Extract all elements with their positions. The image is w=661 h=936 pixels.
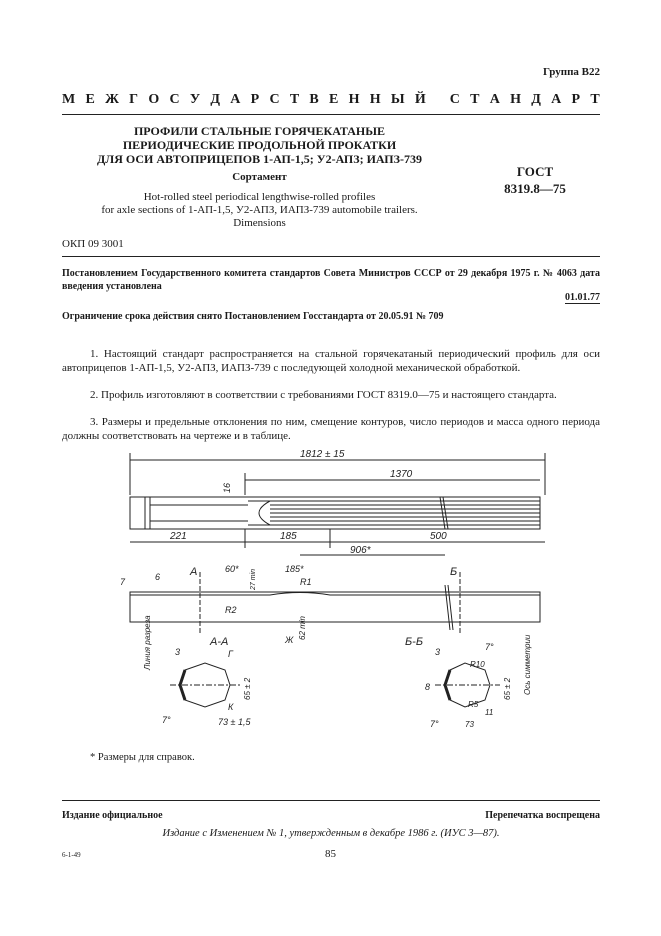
banner-letter: У (189, 92, 201, 107)
footer-right: Перепечатка воспрещена (485, 810, 600, 821)
dim-906: 906* (350, 545, 371, 556)
bar-side-view (130, 592, 540, 622)
dim-r2: R2 (225, 605, 237, 615)
limit-text: Ограничение срока действия снято Постановлением Госстандарта от 20.05.91 № 709 (62, 311, 444, 322)
standard-banner (62, 92, 600, 108)
banner-letter: С (169, 92, 180, 107)
english-line-1: Hot-rolled steel periodical lengthwise-rolled profiles (143, 191, 376, 203)
dim-r1: R1 (300, 577, 312, 587)
dim-7deg-a: 7° (162, 715, 171, 725)
dim-g: Г (228, 649, 233, 659)
banner-letter: О (148, 92, 160, 107)
title-line-3: ДЛЯ ОСИ АВТОПРИЦЕПОВ 1-АП-1,5; У2-АПЗ; ИАПЗ-739 (97, 152, 422, 166)
paragraph-3: 3. Размеры и предельные отклонения по ним, смещение контуров, число периодов и масса одного периода должны соответствовать на чертеже и в таблице. (62, 416, 600, 442)
banner-letter: Р (571, 92, 581, 107)
dim-185s: 185* (285, 564, 304, 574)
dim-16: 16 (222, 482, 232, 493)
banner-letter: А (230, 92, 241, 107)
section-bb: Б-Б (405, 636, 423, 648)
dim-r5: R5 (468, 700, 479, 709)
label-A: А (190, 566, 198, 578)
banner-letter: Й (414, 92, 426, 107)
header-rule (62, 114, 600, 115)
dim-62: 62 min (298, 615, 307, 640)
banner-letter: Г (129, 92, 139, 107)
dim-3a: 3 (175, 647, 181, 657)
okp-rule (62, 256, 600, 257)
dim-221: 221 (170, 531, 187, 542)
banner-letter: Р (250, 92, 260, 107)
effective-date: 01.01.77 (565, 292, 600, 303)
dim-zh: Ж (285, 635, 294, 645)
label-B: Б (450, 566, 458, 578)
dim-7: 7 (120, 577, 126, 587)
footer-left: Издание официальное (62, 810, 163, 821)
gost-label: ГОСТ (516, 164, 554, 179)
banner-letter: В (309, 92, 319, 107)
dim-7deg-b: 7° (485, 642, 494, 652)
banner-letter: М (62, 92, 76, 107)
decree-text: Постановлением Государственного комитета стандартов Совета Министров СССР от 29 декабря 1975 г. № 4063 дата введения установлена (62, 268, 600, 292)
banner-gap (436, 92, 440, 108)
dim-73b: 73 (465, 720, 474, 729)
dim-500: 500 (430, 531, 447, 542)
banner-letter: Ы (390, 92, 405, 107)
edition-note: Издание с Изменением № 1, утвержденным в декабре 1986 г. (ИУС 3—87). (162, 828, 500, 839)
banner-letter: Т (289, 92, 300, 107)
dim-73a: 73 ± 1,5 (218, 717, 251, 727)
dim-65b: 65 ± 2 (503, 677, 512, 700)
footer-rule (62, 800, 600, 801)
cut-line-label: Линия разреза (143, 615, 152, 670)
paragraph-2: 2. Профиль изготовляют в соответствии с требованиями ГОСТ 8319.0—75 и настоящего стандарта. (90, 389, 557, 401)
banner-letter: А (551, 92, 562, 107)
page-number: 85 (325, 848, 336, 860)
title-line-2: ПЕРИОДИЧЕСКИЕ ПРОДОЛЬНОЙ ПРОКАТКИ (122, 138, 397, 152)
banner-letter: Т (470, 92, 480, 107)
title-line-1: ПРОФИЛИ СТАЛЬНЫЕ ГОРЯЧЕКАТАНЫЕ (133, 124, 386, 138)
section-aa: А-А (210, 636, 229, 648)
banner-letter: С (449, 92, 460, 107)
print-code: 6-1-49 (62, 851, 81, 859)
dim-k: К (228, 702, 234, 712)
english-line-3: Dimensions (233, 217, 286, 229)
dim-11: 11 (485, 708, 494, 717)
banner-letter: С (269, 92, 280, 107)
dim-1370: 1370 (390, 469, 413, 480)
banner-letter: Н (369, 92, 381, 107)
banner-letter: Е (85, 92, 95, 107)
banner-letter: Д (210, 92, 221, 107)
group-label: Группа В22 (542, 66, 600, 78)
banner-letter: Е (329, 92, 339, 107)
dim-7deg-c: 7° (430, 719, 439, 729)
banner-letter: А (489, 92, 500, 107)
paragraph-1: 1. Настоящий стандарт распространяется на стальной горячекатаный периодический профиль для оси автоприцепов 1-АП-1,5, У2-АПЗ, ИАПЗ-739 с последующей холодной механической обработкой. (62, 348, 600, 374)
footnote: * Размеры для справок. (90, 752, 195, 763)
bar-taper (248, 501, 270, 525)
banner-letter: Ж (105, 92, 119, 107)
dim-60: 60* (225, 564, 239, 574)
subtitle: Сортамент (232, 171, 287, 183)
dim-65a: 65 ± 2 (243, 677, 252, 700)
english-line-2: for axle sections of 1-АП-1,5, У2-АПЗ, ИАПЗ-739 automobile trailers. (101, 204, 418, 216)
axis-sym: Ось симметрии (523, 634, 532, 695)
dim-27: 27 min (250, 568, 257, 590)
dim-overall: 1812 ± 15 (300, 449, 345, 460)
banner-letter: Н (348, 92, 360, 107)
banner-letter: Т (590, 92, 600, 107)
dim-8: 8 (425, 682, 431, 692)
dim-r10: R10 (470, 660, 485, 669)
dim-3b: 3 (435, 647, 441, 657)
technical-drawing (100, 445, 550, 740)
dim-185: 185 (280, 531, 297, 542)
okp-code: ОКП 09 3001 (62, 238, 124, 250)
banner-letter: Н (510, 92, 522, 107)
banner-letter: Д (531, 92, 541, 107)
dim-6: 6 (155, 572, 161, 582)
gost-number: 8319.8—75 (504, 181, 566, 196)
